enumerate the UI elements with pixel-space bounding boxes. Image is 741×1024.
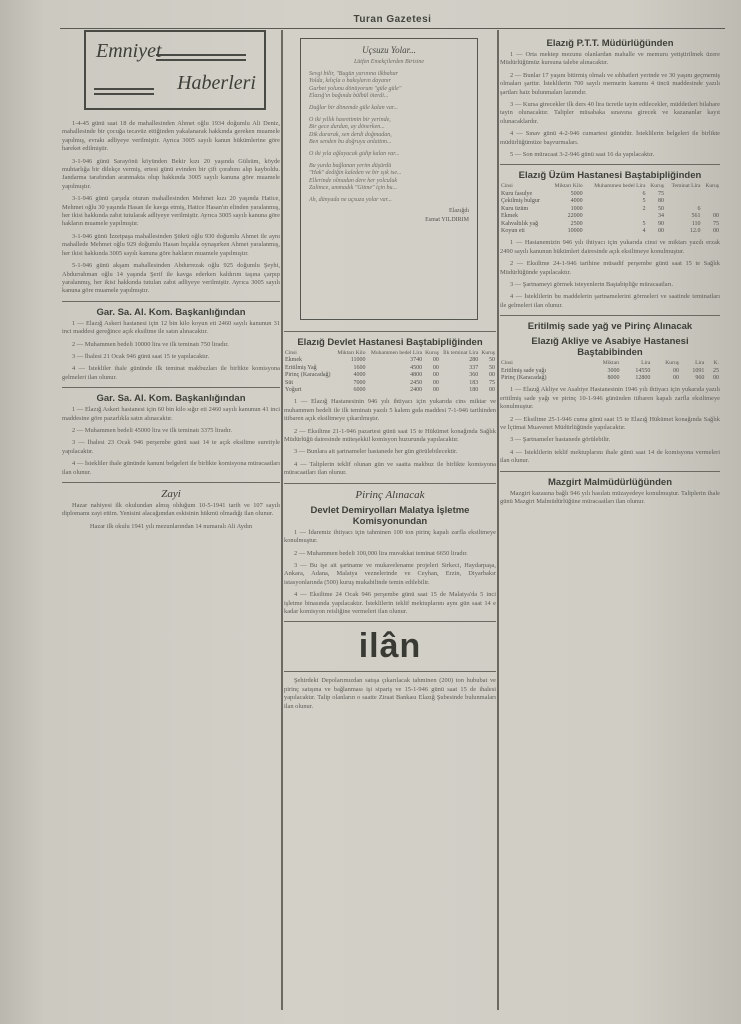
table-cell: 50 <box>657 205 664 212</box>
divider <box>500 164 720 165</box>
ad-item: 2 — Muhammen bedeli 10000 lira ve ilk teminatı 750 liradır. <box>72 340 229 348</box>
news-paragraph: 1-4-45 günü saat 18 de mahallesinden Ahmet oğlu 1934 doğumlu Ali Deniz, mahallesinde bir çocuğa tecavüz ettiğinden yakalanarak hakkında gereken muamele yapılmış, evrakı adliyeye verilmiştir. Ayrıca 3005 sayılı kanun hükümlerine göre hareket edilmiştir. <box>62 120 280 153</box>
table-cell: 4000 <box>353 372 366 379</box>
table-header-cell: Cinsi <box>285 350 297 356</box>
emniyet-haberleri-banner <box>84 30 266 110</box>
divider <box>284 671 496 672</box>
table-header-cell: Cinsi <box>501 183 513 190</box>
table-row <box>500 221 720 228</box>
table-cell <box>665 198 702 205</box>
ad-item: 1 — Elazığ Hastanesinin 946 yılı ihtiyacı için yukarıda cins miktar ve muhammen bedeli ile ilk teminatı yazılı 5 kalem gıda maddesi 7-1-946 tarihinden itibaren açık eksiltmeye çıkarılmıştır. <box>284 398 496 423</box>
ad-item: 4 — Sınav günü 4-2-946 cumartesi günüdür. İsteklilerin belgeleri ile birlikte müdürlüğümüze başvurmaları. <box>500 130 720 146</box>
table-cell: 50 <box>489 364 495 371</box>
table-cell: 337 <box>469 364 479 371</box>
ilan-heading: ilân <box>358 627 422 666</box>
poem-line: Dağlar bir dönemde güle kalan var... <box>309 104 398 111</box>
ad-item: 4 — Eksiltme 24 Ocak 946 perşembe günü saat 15 de Malatya'da 5 inci işletme binasında yapılacaktır. İsteklilerin teklif mektuplarını aynı gün saat 14 e kadar komisyon reisliğine vermeleri ilan olunur. <box>284 591 496 615</box>
table-cell: 561 <box>691 213 701 220</box>
ad-item: 2 — Eksiltme 25-1-946 cuma günü saat 15 te Elazığ Hükümet konağında Sağlık ve İçtimai Muavenet Müdürlüğünde yapılacaktır. <box>500 415 720 431</box>
ad-item: 3 — İhalesi 21 Ocak 946 günü saat 15 te yapılacaktır. <box>72 352 210 360</box>
table-cell: Kahvaltılık yağ <box>501 220 539 227</box>
table-cell: 75 <box>713 220 719 227</box>
table-header-cell: Miktarı Kilo <box>337 350 366 356</box>
table-cell: Ekmek <box>285 357 302 364</box>
mazgirt-title: Mazgirt Malmüdürlüğünden <box>547 476 673 488</box>
table-cell: Pirinç (Karacadağ) <box>285 372 331 379</box>
table-cell: 14550 <box>635 367 651 374</box>
table-cell: Kuru fasulye <box>501 190 533 197</box>
table-cell: 2500 <box>570 220 583 227</box>
poem-line: Ben senden bu doğruyu anlattım... <box>309 139 392 146</box>
table-row <box>284 357 496 364</box>
table-row <box>500 198 720 205</box>
poem-line: Elazığ'ın bağında bülbül öterdi... <box>309 93 389 100</box>
divider <box>62 387 280 388</box>
table-cell: 960 <box>695 374 705 381</box>
police-news <box>62 120 280 296</box>
table-row <box>500 375 720 382</box>
ad-body <box>62 320 280 382</box>
ad-item: 3 — İhalesi 23 Ocak 946 perşembe günü saat 14 te açık eksiltme suretiyle yapılacaktır. <box>62 439 280 455</box>
table-header-cell: Miktarı <box>602 360 620 367</box>
zayi-signature: Hazar ilk okulu 1941 yılı mezunlarından 14 numaralı Ali Aydın <box>89 522 253 530</box>
poem-author: Esmat YILDIRIM <box>425 216 469 223</box>
hospital-body <box>284 398 496 477</box>
table-cell <box>701 191 720 198</box>
poem-line: Ellerinde olmadan dere her yolculuk <box>309 177 398 184</box>
ad-item: 3 — Şartnameyi görmek isteyenlerin Baştabipliğe müracaatları. <box>510 280 674 288</box>
ptt-title: Elazığ P.T.T. Müdürlüğünden <box>546 38 674 49</box>
table-cell: 6000 <box>353 387 366 394</box>
ad-item: 4 — Taliplerin teklif olunan gün ve saatta makbuz ile birlikte komisyona müracaatları ilan olunur. <box>284 460 496 477</box>
table-cell: 183 <box>469 379 479 386</box>
banner-line1: Emniyet <box>96 40 162 62</box>
poem-line: O iki yıla ağlayacak gidip kalan var... <box>309 150 400 157</box>
banner-line2: Haberleri <box>177 72 256 94</box>
ilan-text: Şehirdeki Depolarımızdan satışa çıkarılacak tahminen (200) ton hububat ve pirinç satışına ve bağlanması işi sipariş ve 15-1-946 günü saat 15 de ihalesi yapılacaktır. Talip olanların o saatte Ziraat Bankası Elazığ Şubesinde bulunmaları ilan olunur. <box>284 677 496 710</box>
table-cell: 1000 <box>570 205 583 212</box>
ad-item: 2 — Muhammen bedeli 100,000 lira muvakkat teminat 6650 liradır. <box>294 549 468 557</box>
table-cell: Eritilmiş Yağ <box>285 364 317 371</box>
butter-subtitle: Elazığ Akliye ve Asabiye Hastanesi Baştabibinden <box>531 336 689 359</box>
table-cell: 75 <box>489 379 495 386</box>
table-cell: 00 <box>432 379 439 386</box>
table-cell: 00 <box>489 372 495 379</box>
table-cell: 2 <box>642 205 646 212</box>
ad-body <box>62 406 280 477</box>
table-cell: 5 <box>642 198 646 205</box>
table-cell: 00 <box>657 227 664 234</box>
mazgirt-body <box>500 490 720 507</box>
table-cell: 1091 <box>692 367 705 374</box>
table-cell: 6 <box>697 205 701 212</box>
poem-line: Zalimce, ummadık "Gitme" için bu... <box>309 185 398 192</box>
divider <box>284 483 496 484</box>
zayi-body <box>62 502 280 531</box>
table-header-cell: Muhammen bedel Lira <box>370 350 423 356</box>
mazgirt-text: Mazgirt kazasına bağlı 946 yılı hasılatı müzayedeye konulmuştur. Taliplerin ihale günü Mazgirt Malmüdürlüğüne müracaatları ilan olunur. <box>500 489 720 506</box>
poem-line: Bu yurda bağlanan yerim düşürdü <box>309 162 392 169</box>
ad-item: 1 — Orta mektep mezunu olanlardan mahalle ve memuru yetiştirilmek üzere Müdürlüğümüz kursuna talebe alınacaktır. <box>500 51 720 67</box>
ad-item: 4 — İstekliler ihale gününde ilk teminat makbuzları ile birlikte komisyona gelmeleri ilan olunur. <box>62 365 280 381</box>
butter-table <box>500 360 720 382</box>
table-cell: 2400 <box>410 387 423 394</box>
ad-item: 3 — Kursa girecekler ilk ders 40 lira ücretle tayin edilecekler, müddetleri bilahare tayin olunacaktır. Talipler müsabaka sınavına girecek ve kazananlar kayıt olunacaklardır. <box>500 101 720 125</box>
table-header-cell: Kuruş <box>705 183 719 190</box>
poem-lines <box>309 71 469 205</box>
table-header-cell: Teminat Lira <box>671 183 701 190</box>
ad-item: 3 — Bunlara ait şartnameler hastanede her gün görülebilecektir. <box>294 448 458 456</box>
poem-author-place: Elazığdı <box>449 207 469 214</box>
divider <box>62 482 280 483</box>
news-paragraph: 3-1-946 günü Sarayönü köyünden Bekir kızı 20 yaşında Gülsüm, köyde muhtarlığa bir dilekçe vermiş, ertesi günü evinden bir çift çorabını alıp kayboldu. Jandarma tarafından aranmakta olup hakkında 3005 sayılı kanuna göre muamele yapılmıştır. <box>62 157 280 190</box>
table-cell: Pirinç (Karacadağ) <box>501 374 547 381</box>
table-cell: 8000 <box>607 374 620 381</box>
column-left <box>62 30 280 535</box>
table-cell: Yoğurt <box>285 387 302 394</box>
table-header <box>500 360 720 367</box>
zayi-text: Hazar nahiyesi ilk okulundan almış olduğum 10-5-1941 tarih ve 107 sayılı diplomamı zayi ettim. Yenisini alacağımdan eskisinin hükmü olmadığı ilan olunur. <box>62 502 280 518</box>
table-cell <box>701 198 720 205</box>
table-row <box>284 380 496 387</box>
table-cell: 00 <box>489 387 495 394</box>
ad-item: 1 — İdaremiz ihtiyacı için tahminen 100 ton pirinç kapalı zarfla eksiltmeye konulmuştur. <box>284 528 496 545</box>
table-cell: 00 <box>432 364 439 371</box>
table-row <box>500 206 720 213</box>
ad-item: 1 — Hastanemizin 946 yılı ihtiyacı için yukarıda cinsi ve miktarı yazılı erzak 2490 sayılı kanunun hükümleri dairesinde açık eksiltmeye konulmuştur. <box>500 239 720 255</box>
table-cell <box>665 191 702 198</box>
table-cell: 00 <box>432 357 439 364</box>
butter-body <box>500 386 720 465</box>
column-right <box>500 30 720 510</box>
table-cell: 4800 <box>410 372 423 379</box>
table-cell: 5 <box>642 220 646 227</box>
railway-body <box>284 529 496 617</box>
table-header-cell: Kuruş <box>665 360 679 367</box>
table-cell: 5000 <box>570 190 583 197</box>
table-header-cell: Kuruş <box>425 350 439 356</box>
table-cell: 00 <box>713 374 719 381</box>
table-cell: 110 <box>691 220 701 227</box>
ad-item: 2 — Bunlar 17 yaşını bitirmiş olmalı ve sıhhatleri yerinde ve 30 yaşını geçmemiş olmaları şarttır. İsteklilerin 700 sayılı memurin kanunu 4 üncü maddesinde yazılı şartları haiz bulunmaları lazımdır. <box>500 71 720 96</box>
table-cell: 00 <box>672 374 679 381</box>
divider <box>500 471 720 472</box>
poem-line: Gurbet yolunu dönüyorum "güle güle" <box>309 85 402 92</box>
grape-title: Elazığ Üzüm Hastanesi Baştabipliğinden <box>518 170 702 182</box>
table-cell: 4500 <box>410 364 423 371</box>
table-cell: 12.0 <box>689 227 701 234</box>
grape-body <box>500 239 720 310</box>
table-cell: 25 <box>713 367 719 374</box>
table-row <box>500 213 720 220</box>
column-middle <box>284 30 496 715</box>
table-header-cell: Muhammen bedel Lira <box>594 183 646 190</box>
railway-title: Devlet Demiryolları Malatya İşletme Komisyonundan <box>310 504 470 527</box>
ad-item: 4 — İsteklilerin bu maddelerin şartnamelerini görmeleri ve saatinde teminatları ile gelmeleri ilan olunur. <box>500 293 720 309</box>
poem-subtitle: Lütfen Emekçilerden Birisine <box>353 59 425 65</box>
table-header-cell: Lira <box>695 360 705 367</box>
ad-item: 2 — Muhammen bedeli 45000 lira ve ilk teminatı 3375 liradır. <box>72 426 232 434</box>
table-cell: 280 <box>469 357 479 364</box>
table-row <box>500 191 720 198</box>
ptt-body <box>500 51 720 159</box>
table-cell: 180 <box>469 387 479 394</box>
table-cell: 1600 <box>353 364 366 371</box>
news-paragraph: 3-1-946 günü İzzetpaşa mahallesinden Şükrü oğlu 930 doğumlu Ahmet ile aynı mahallede Mehmet oğlu 929 doğumlu Hasan bıçakla oynaşırken Ahmet yaralanmış, her ikisi hakkında 3005 sayılı kanuna göre hakların muamele yapılmıştır. <box>62 232 280 257</box>
table-cell: 4 <box>642 227 646 234</box>
table-cell: Süt <box>285 379 294 386</box>
table-cell <box>701 206 720 213</box>
poem-line: Sevgi bilir, "Bugün yarınına ilkbahar <box>309 70 399 77</box>
table-cell: Ekmek <box>501 213 518 220</box>
table-cell: 12800 <box>635 374 651 381</box>
table-row <box>500 368 720 375</box>
table-header-cell: İlk teminat Lira <box>443 350 479 356</box>
poem-line: O iki yıllık hasretimin bir yerinde, <box>309 116 391 123</box>
table-header-cell: Cinsi <box>501 360 513 367</box>
divider <box>284 621 496 622</box>
table-row <box>284 387 496 394</box>
column-divider <box>497 30 499 1010</box>
table-cell: 2450 <box>410 379 423 386</box>
ad-item: 1 — Elazığ Askeri hastanesi için 12 bin kilo koyun eti 2460 sayılı kanunun 31 inci maddesi gereğince açık eksiltme ile satın alınacaktır. <box>62 319 280 336</box>
poem-line: Bir gece durdun, ay dönerken... <box>309 124 385 131</box>
table-cell: 11000 <box>350 357 366 364</box>
railway-kicker: Pirinç Alınacak <box>355 488 425 501</box>
table-cell: 75 <box>657 190 664 197</box>
table-cell: 22000 <box>567 213 583 220</box>
ad-item: 3 — Bu işe ait şartname ve mukavelename projeleri Sirkeci, Haydarpaşa, Ankara, Adana, Malatya veznelerinde ve Ceyhan, Erzin, Diyarbakır istasyonlarında (500) kuruş mukabilinde temin edilebilir. <box>284 561 496 586</box>
ad-item: 2 — Eksiltme 24-1-946 tarihine müsadif perşembe günü saat 15 te Sağlık Müdürlüğünde yapılacaktır. <box>500 260 720 276</box>
ad-item: 4 — İsteklilerin teklif mektuplarını ihale günü saat 14 de komisyona vermeleri ilan olunur. <box>500 448 720 465</box>
table-cell: Eritilmiş sade yağı <box>501 367 546 374</box>
table-header-cell: Kuruş <box>481 350 495 356</box>
table-cell: 7000 <box>353 379 366 386</box>
table-header-cell: Kuruş <box>650 183 664 190</box>
ilan-body <box>284 677 496 711</box>
divider <box>500 315 720 316</box>
ad-item: 4 — İstekliler ihale gününde kanuni belgeleri ile birlikte komisyona müracaatları ilan olunur. <box>62 460 280 476</box>
ad-item: 2 — Eksiltme 21-1-946 pazartesi günü saat 15 te Hükümet konağında Sağlık Müdürlüğü dairesinde müteşekkil komisyon huzurunda yapılacaktır. <box>284 427 496 444</box>
table-cell: 90 <box>657 220 664 227</box>
table-cell: Koyun eti <box>501 227 525 234</box>
table-cell: 50 <box>489 357 495 364</box>
hospital-title: Elazığ Devlet Hastanesi Baştabipliğinden <box>297 337 483 348</box>
hospital-table <box>284 350 496 394</box>
masthead: Turan Gazetesi <box>60 14 725 29</box>
ad-item: 1 — Elazığ Akliye ve Asabiye Hastanesinin 1946 yılı ihtiyacı için yukarıda yazılı eritilmiş sade yağı ve pirinç 10-1-946 gününden itibaren kapalı zarfla eksiltmeye konulmuştur. <box>500 386 720 411</box>
table-cell: 10000 <box>567 227 583 234</box>
poem-title: Uçsuzu Yolar... <box>362 45 416 55</box>
poem-line: Ah, dünyada ne uçsuzu yolar var... <box>309 196 392 203</box>
poem-box <box>300 38 478 320</box>
table-cell <box>584 213 647 220</box>
table-cell: Kuru üzüm <box>501 205 529 212</box>
table-row <box>500 228 720 235</box>
table-cell: 00 <box>672 367 679 374</box>
table-header <box>500 183 720 190</box>
table-cell: 00 <box>713 227 719 234</box>
table-cell: 3740 <box>410 357 423 364</box>
grape-table <box>500 183 720 235</box>
table-header <box>284 350 496 357</box>
ad-item: 1 — Elazığ Askeri hastanesi için 60 bin kilo sığır eti 2460 sayılı kanunun 41 inci maddesine göre pazarlıkla satın alınacaktır. <box>62 406 280 422</box>
zayi-title: Zayi <box>161 488 181 500</box>
table-cell: 00 <box>432 387 439 394</box>
ad-item: 3 — Şartnameler hastanede görülebilir. <box>510 436 611 444</box>
butter-title: Eritilmiş sade yağ ve Pirinç Alınacak <box>527 321 693 333</box>
ad-item: 5 — Son müracaat 3-2-946 günü saat 16 da yapılacaktır. <box>510 151 655 159</box>
table-cell: 6 <box>642 190 646 197</box>
divider <box>62 301 280 302</box>
news-paragraph: 3-1-946 günü çarşıda oturan mahallesinden Mehmet kızı 20 yaşında Hatice, Mehmet oğlu 30 yaşında Hasan ile kavga etmiş, Hatice Hasan'ın elinden yaralanmış, her ikisi hakkında zabıt tutularak adliyeye verilmiştir. Ayrıca 3005 sayılı kanuna göre hakların muamele yapılmıştır. <box>62 195 280 228</box>
table-cell: 360 <box>469 372 479 379</box>
table-header-cell: Lira <box>641 360 651 367</box>
table-cell: 34 <box>657 213 664 220</box>
poem-line: Dik durarak, sen derdi doğmadan, <box>309 131 392 138</box>
ad-title: Gar. Sa. Al. Kom. Başkanlığından <box>96 393 246 405</box>
ad-title: Gar. Sa. Al. Kom. Başkanlığından <box>96 306 246 318</box>
table-cell: 4000 <box>570 198 583 205</box>
table-cell: 00 <box>432 372 439 379</box>
table-header-cell: K. <box>713 360 719 367</box>
table-header-cell: Miktarı Kilo <box>554 183 583 190</box>
table-cell: 00 <box>713 213 719 220</box>
table-row <box>284 372 496 379</box>
table-cell: 80 <box>657 198 664 205</box>
poem-line: "Hak" dediğin kaleden ve bir ışık ise... <box>309 170 402 177</box>
table-cell: 3000 <box>607 367 620 374</box>
poem-line: Yolda, kılıçla o bakışların dayanır <box>309 78 391 85</box>
divider <box>284 331 496 332</box>
table-cell: Çekilmiş bulgur <box>501 198 540 205</box>
column-divider <box>281 30 283 1010</box>
news-paragraph: 5-1-946 günü akşam mahallesinden Abdurrezak oğlu 925 doğumlu Şeyhi, Abdurrahman oğlu 14 yaşında Şerif ile kavga ederken kaldırım taşına çarpıp yaralanmış, her ikisi hakkında tutulan zabıt adliyeye verilmiştir. Ayrıca 3005 sayılı kanuna göre muamele yapılmıştır. <box>62 262 280 295</box>
